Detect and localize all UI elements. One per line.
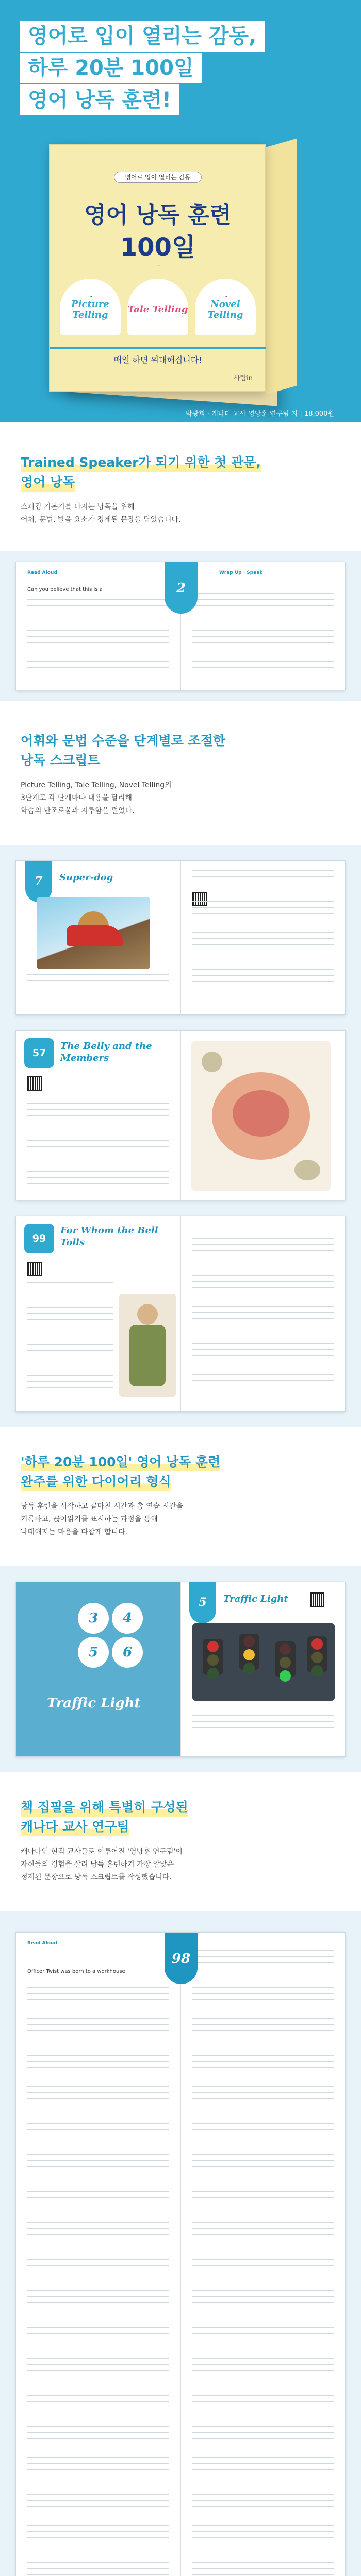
hero-headline-3: 영어 낭독 훈련! xyxy=(20,84,179,115)
diary-digit-2: 4 xyxy=(112,1603,143,1634)
section3-body-2: 기록하고, 끊어읽기를 표시하는 과정을 통해 xyxy=(21,1515,158,1523)
sample-spread-belly xyxy=(15,1030,346,1200)
diary-digit-1: 3 xyxy=(78,1603,109,1634)
section2-body-2: 3단계로 각 단계마다 내용을 달리해 xyxy=(21,794,133,802)
hero-headline-2: 하루 20분 100일 xyxy=(20,53,202,83)
belly-qr-icon xyxy=(27,1076,42,1091)
section4-body-2: 자신들의 경험을 살려 낭독 훈련하기 가장 알맞은 xyxy=(21,1860,174,1869)
sample-panel-2 xyxy=(0,845,361,1427)
traffic-title: Traffic Light xyxy=(223,1594,288,1604)
cover-motto: 매일 하면 위대해집니다! xyxy=(113,355,202,365)
author-price: 박광희 · 캐나다 교사 영낭훈 연구팀 지 | 18,000원 xyxy=(186,410,334,418)
sample1-left-title: Read Aloud xyxy=(27,570,57,575)
section3-heading-1: '하루 20분 100일' 영어 낭독 훈련 xyxy=(21,1453,220,1471)
belly-illustration xyxy=(191,1041,331,1191)
section4-body-3: 정제된 문장으로 낭독 스크립트를 작성했습니다. xyxy=(21,1873,172,1882)
traffic-left-title: Traffic Light xyxy=(47,1696,141,1711)
cover-arch-novel: … Novel Telling xyxy=(195,279,256,335)
section4-heading-1: 책 집필을 위해 특별히 구성된 xyxy=(21,1798,188,1817)
bell-title: For Whom the Bell Tolls xyxy=(60,1225,158,1248)
sample1-day-badge: 2 xyxy=(165,562,198,614)
sample-panel-1 xyxy=(0,551,361,701)
superdog-illustration xyxy=(37,897,150,969)
sample-spread-1: Read Aloud Can you believe that this is a Wrap Up · Speak 2 xyxy=(15,562,346,690)
sample-spread-traffic xyxy=(15,1582,346,1757)
traffic-day-badge: 5 xyxy=(189,1582,216,1623)
sample-panel-4 xyxy=(0,1911,361,2576)
section2-body-3: 학습의 단조로움과 지루함을 덜었다. xyxy=(21,807,135,815)
section3-body-1: 낭독 훈련을 시작하고 끝마친 시간과 총 연습 시간을 xyxy=(21,1502,184,1511)
traffic-qr-icon xyxy=(310,1592,324,1607)
section1-heading-1: Trained Speaker가 되기 위한 첫 관문, xyxy=(21,453,261,472)
belly-number-badge: 57 xyxy=(24,1038,54,1068)
section1-heading-2: 영어 낭독 xyxy=(21,473,75,492)
section1-body-2: 어휘, 문법, 발음 요소가 정제된 문장을 담았습니다. xyxy=(21,516,181,524)
hero-banner xyxy=(0,0,361,422)
traffic-light-photo xyxy=(192,1623,335,1701)
section2-heading-2: 낭독 스크립트 xyxy=(21,753,100,768)
sample1-right-title: Wrap Up · Speak xyxy=(219,570,263,575)
diary-digit-3: 5 xyxy=(78,1637,109,1668)
sample-panel-3 xyxy=(0,1566,361,1772)
belly-title: The Belly and the Members xyxy=(60,1041,152,1064)
oliver-left-title: Read Aloud xyxy=(27,1941,57,1946)
cover-title-number: 100일 xyxy=(120,233,196,262)
section3-heading-2: 완주를 위한 다이어리 형식 xyxy=(21,1472,171,1491)
cover-subtitle: … xyxy=(155,262,160,268)
cover-publisher: 사람in xyxy=(234,375,253,382)
sample-spread-superdog xyxy=(15,860,346,1015)
section2-heading-1: 어휘와 문법 수준을 단계별로 조절한 xyxy=(21,733,226,748)
diary-digit-4: 6 xyxy=(112,1637,143,1668)
book-cover-image xyxy=(49,144,291,386)
sample-spread-oliver: Read Aloud Officer Twist was born to a workhouse 98 xyxy=(15,1932,346,2576)
cover-tagline: 영어로 입이 열리는 감동 xyxy=(114,172,202,183)
cover-title: 영어 낭독 훈련 xyxy=(84,202,232,228)
bell-number-badge: 99 xyxy=(24,1224,54,1253)
superdog-title: Super-dog xyxy=(59,872,113,883)
cover-arch-tale: … Tale Telling xyxy=(127,279,188,335)
oliver-number-badge: 98 xyxy=(165,1933,198,1984)
sample-spread-bell xyxy=(15,1216,346,1412)
hero-headline-1: 영어로 입이 열리는 감동, xyxy=(20,21,265,52)
cover-arch-picture: … Picture Telling xyxy=(60,279,121,335)
section4-heading-2: 캐나다 교사 연구팀 xyxy=(21,1818,129,1836)
bell-illustration xyxy=(119,1294,176,1397)
section3-body-3: 나태해지는 마음을 다잡게 합니다. xyxy=(21,1528,128,1536)
section1-body-1: 스피킹 기본기를 다지는 낭독을 위해 xyxy=(21,503,135,511)
section2-body-1: Picture Telling, Tale Telling, Novel Telling의 xyxy=(21,781,172,789)
bell-qr-icon xyxy=(27,1262,42,1276)
section4-body-1: 캐나다인 현직 교사들로 이루어진 '영낭훈 연구팀'이 xyxy=(21,1848,183,1856)
superdog-day-badge: 7 xyxy=(25,861,52,902)
